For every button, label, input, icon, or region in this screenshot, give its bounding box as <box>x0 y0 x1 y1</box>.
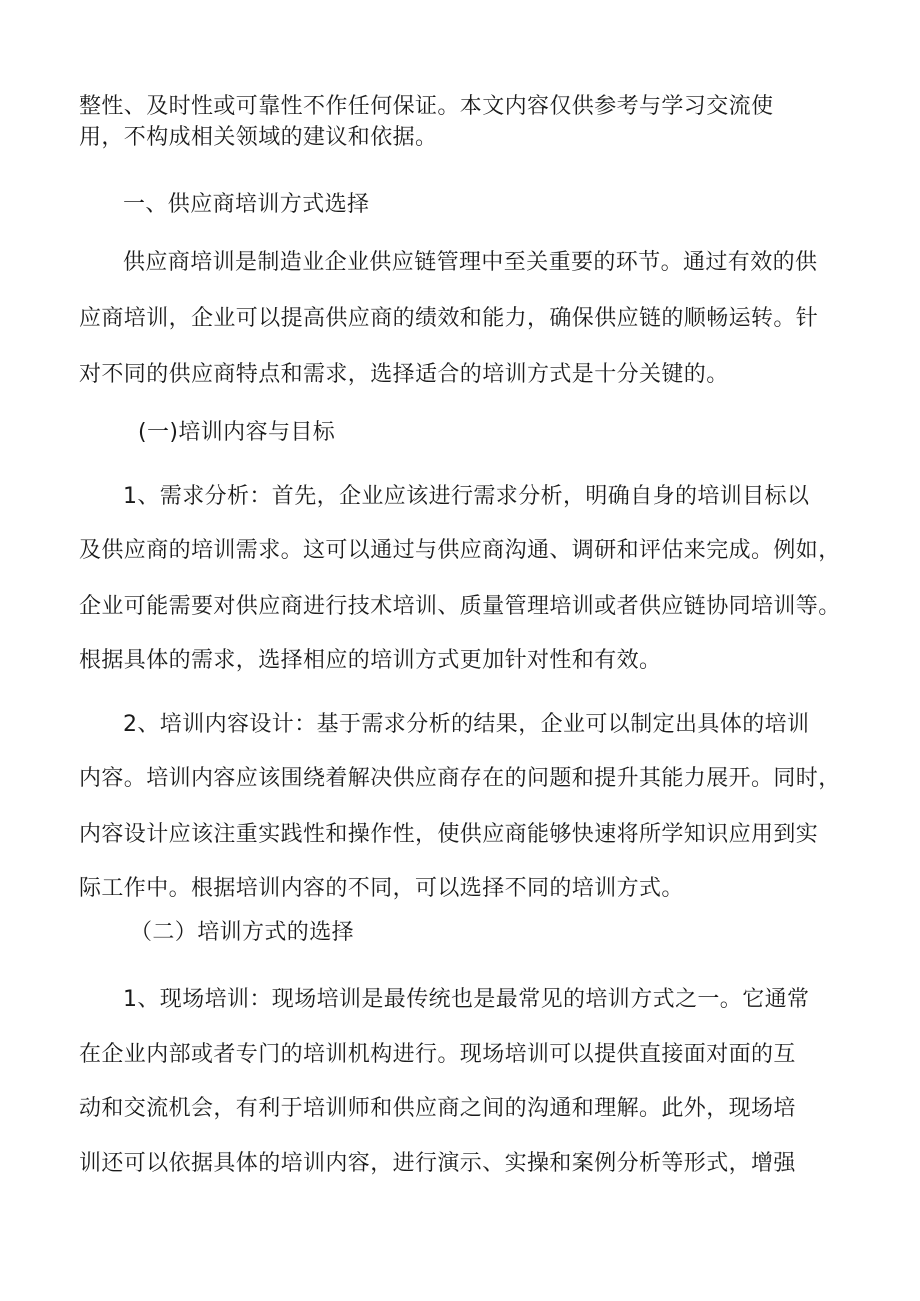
subsection-heading: （二）培训方式的选择 <box>130 920 355 945</box>
paragraph-line: 应商培训，企业可以提高供应商的绩效和能力，确保供应链的顺畅运转。针 <box>79 306 819 331</box>
paragraph-line: 内容。培训内容应该围绕着解决供应商存在的问题和提升其能力展开。同时， <box>79 766 841 791</box>
paragraph-line: 内容设计应该注重实践性和操作性，使供应商能够快速将所学知识应用到实 <box>79 822 819 847</box>
intro-line-2: 用，不构成相关领域的建议和依据。 <box>79 125 438 150</box>
paragraph-line: 动和交流机会，有利于培训师和供应商之间的沟通和理解。此外，现场培 <box>79 1096 796 1121</box>
paragraph-line: 根据具体的需求，选择相应的培训方式更加针对性和有效。 <box>79 648 662 673</box>
paragraph-line: 际工作中。根据培训内容的不同，可以选择不同的培训方式。 <box>79 876 684 901</box>
paragraph-line: 企业可能需要对供应商进行技术培训、质量管理培训或者供应链协同培训等。 <box>79 594 841 619</box>
paragraph-line: 对不同的供应商特点和需求，选择适合的培训方式是十分关键的。 <box>79 362 729 387</box>
paragraph-line: 训还可以依据具体的培训内容，进行演示、实操和案例分析等形式，增强 <box>79 1151 796 1176</box>
paragraph-line: 1、现场培训：现场培训是最传统也是最常见的培训方式之一。它通常 <box>123 987 810 1012</box>
paragraph-line: 2、培训内容设计：基于需求分析的结果，企业可以制定出具体的培训 <box>123 712 810 737</box>
paragraph-line: 在企业内部或者专门的培训机构进行。现场培训可以提供直接面对面的互 <box>79 1042 796 1067</box>
intro-line-1: 整性、及时性或可靠性不作任何保证。本文内容仅供参考与学习交流使 <box>79 94 774 119</box>
subsection-heading: (一)培训内容与目标 <box>138 420 336 445</box>
paragraph-line: 供应商培训是制造业企业供应链管理中至关重要的环节。通过有效的供 <box>123 250 818 275</box>
paragraph-line: 1、需求分析：首先，企业应该进行需求分析，明确自身的培训目标以 <box>123 484 810 509</box>
section-heading: 一、供应商培训方式选择 <box>123 192 370 217</box>
paragraph-line: 及供应商的培训需求。这可以通过与供应商沟通、调研和评估来完成。例如， <box>79 538 841 563</box>
